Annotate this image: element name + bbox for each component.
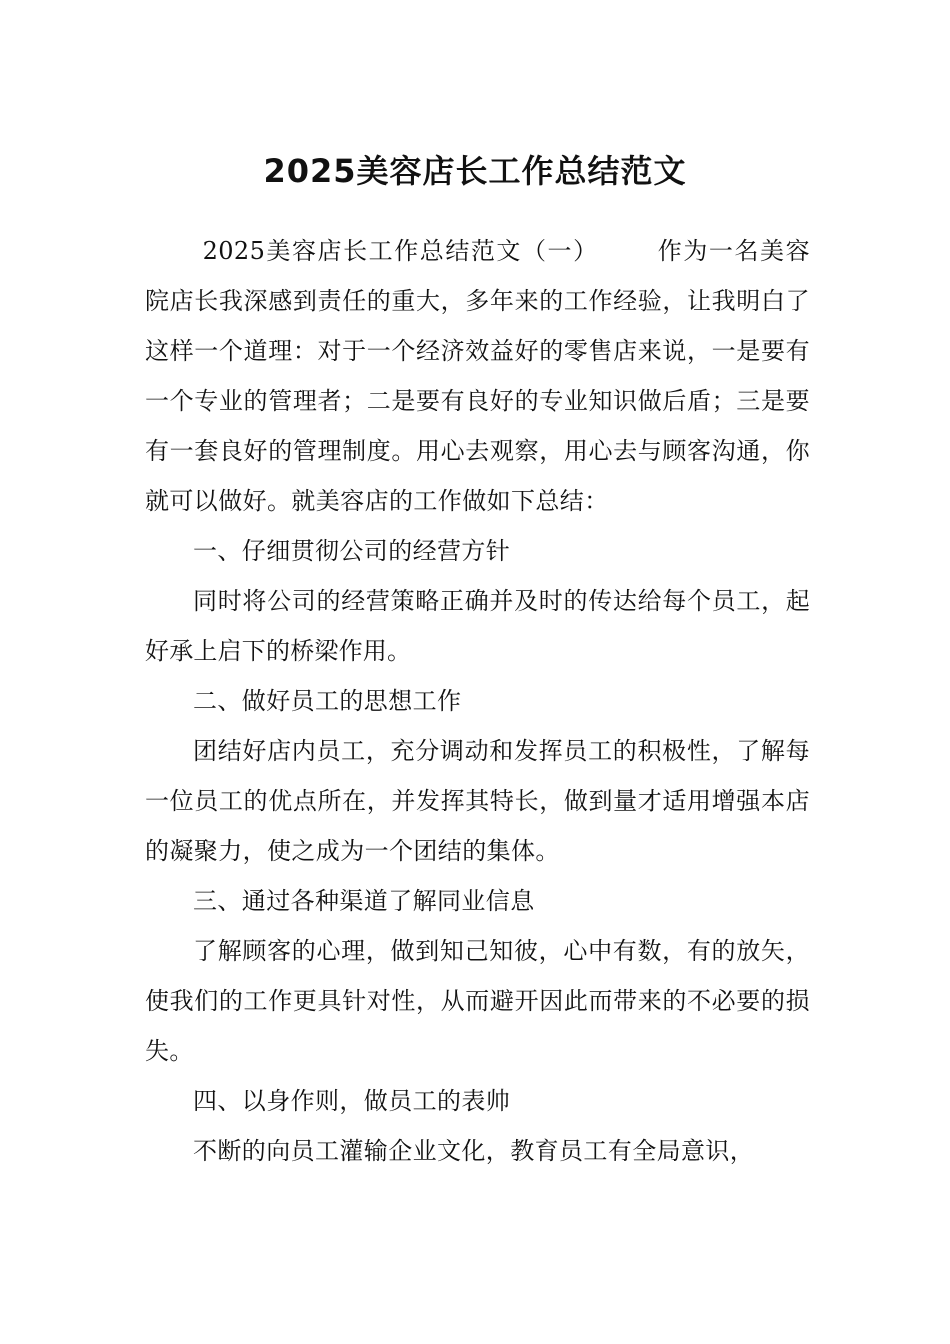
section-heading: 二、做好员工的思想工作 xyxy=(193,687,462,715)
document-body xyxy=(145,226,810,1176)
section-heading: 四、以身作则，做员工的表帅 xyxy=(193,1087,511,1115)
section-heading: 三、通过各种渠道了解同业信息 xyxy=(193,887,535,915)
section-paragraph: 团结好店内员工，充分调动和发挥员工的积极性，了解每一位员工的优点所在，并发挥其特长，做到量才适用增强本店的凝聚力，使之成为一个团结的集体。 xyxy=(145,737,810,865)
section-paragraph: 不断的向员工灌输企业文化，教育员工有全局意识， xyxy=(193,1137,755,1165)
section-paragraph: 了解顾客的心理，做到知己知彼，心中有数，有的放矢，使我们的工作更具针对性，从而避开因此而带来的不必要的损失。 xyxy=(145,937,810,1065)
intro-paragraph xyxy=(145,226,810,526)
intro-text: 作为一名美容院店长我深感到责任的重大，多年来的工作经验，让我明白了这样一个道理：对于一个经济效益好的零售店来说，一是要有一个专业的管理者；二是要有良好的专业知识做后盾；三是要有一套良好的管理制度。用心去观察，用心去与顾客沟通，你就可以做好。就美容店的工作做如下总结： xyxy=(145,237,810,515)
section-paragraph: 同时将公司的经营策略正确并及时的传达给每个员工，起好承上启下的桥梁作用。 xyxy=(145,587,810,665)
document-title: 2025美容店长工作总结范文 xyxy=(263,152,687,191)
section-heading: 一、仔细贯彻公司的经营方针 xyxy=(193,537,511,565)
intro-subtitle: 2025美容店长工作总结范文（一） xyxy=(202,237,599,265)
